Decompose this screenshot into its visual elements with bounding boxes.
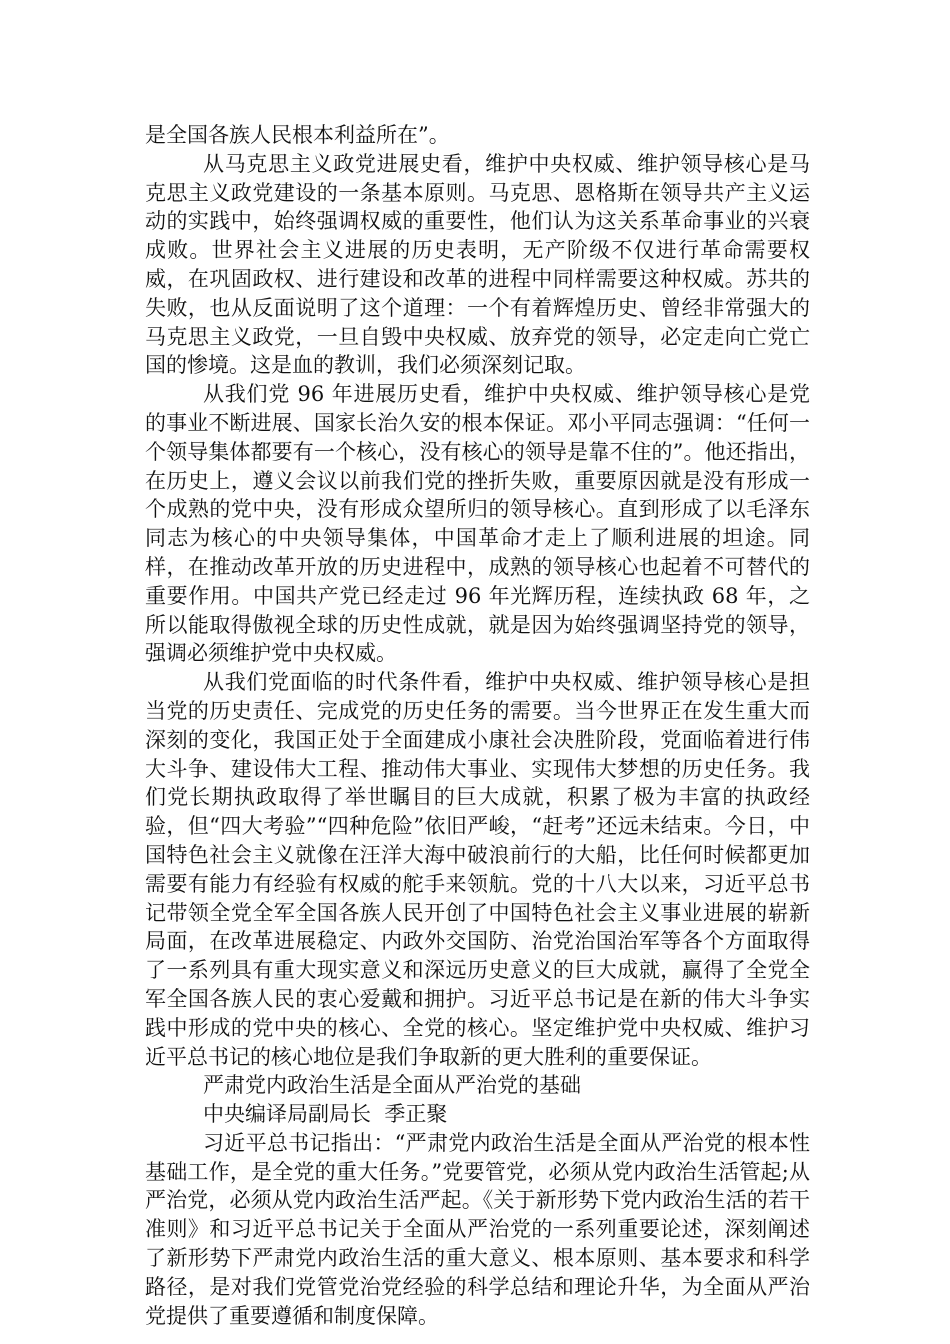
paragraph-marxist-history: 从马克思主义政党进展史看，维护中央权威、维护领导核心是马克思主义政党建设的一条基本原则。马克思、恩格斯在领导共产主义运动的实践中，始终强调权威的重要性，他们认为这关系革命事业的兴衰成败。世界社会主义进展的历史表明，无产阶级不仅进行革命需要权威，在巩固政权、进行建设和改革的进程中同样需要这种权威。苏共的失败，也从反面说明了这个道理：一个有着辉煌历史、曾经非常强大的马克思主义政党，一旦自毁中央权威、放弃党的领导，必定走向亡党亡国的惨境。这是血的教训，我们必须深刻记取。 (145, 151, 810, 378)
paragraph-party-history: 从我们党 96 年进展历史看，维护中央权威、维护领导核心是党的事业不断进展、国家长治久安的根本保证。邓小平同志强调：“任何一个领导集体都要有一个核心，没有核心的领导是靠不住的”。他还指出，在历史上，遵义会议以前我们党的挫折失败，重要原因就是没有形成一个成熟的党中央，没有形成众望所归的领导核心。直到形成了以毛泽东同志为核心的中央领导集体，中国革命才走上了顺利进展的坦途。同样，在推动改革开放的历史进程中，成熟的领导核心也起着不可替代的重要作用。中国共产党已经走过 96 年光辉历程，连续执政 68 年，之所以能取得傲视全球的历史性成就，就是因为始终强调坚持党的领导，强调必须维护党中央权威。 (145, 382, 810, 666)
paragraph-continuation: 是全国各族人民根本利益所在”。 (145, 123, 450, 147)
paragraph-era-conditions: 从我们党面临的时代条件看，维护中央权威、维护领导核心是担当党的历史责任、完成党的历史任务的需要。当今世界正在发生重大而深刻的变化，我国正处于全面建成小康社会决胜阶段，党面临着进行伟大斗争、建设伟大工程、推动伟大事业、实现伟大梦想的历史任务。我们党长期执政取得了举世瞩目的巨大成就，积累了极为丰富的执政经验，但“四大考验”“四种危险”依旧严峻，“赶考”还远未结束。今日，中国特色社会主义就像在汪洋大海中破浪前行的大船，比任何时候都更加需要有能力有经验有权威的舵手来领航。党的十八大以来，习近平总书记带领全党全军全国各族人民开创了中国特色社会主义事业进展的崭新局面，在改革进展稳定、内政外交国防、治党治国治军等各个方面取得了一系列具有重大现实意义和深远历史意义的巨大成就，赢得了全党全军全国各族人民的衷心爱戴和拥护。习近平总书记是在新的伟大斗争实践中形成的党中央的核心、全党的核心。坚定维护党中央权威、维护习近平总书记的核心地位是我们争取新的更大胜利的重要保证。 (145, 670, 810, 1069)
section-title: 严肃党内政治生活是全面从严治党的基础 (203, 1073, 581, 1098)
paragraph-closing: 习近平总书记指出：“严肃党内政治生活是全面从严治党的根本性基础工作，是全党的重大任务。”党要管党，必须从党内政治生活管起;从严治党，必须从党内政治生活严起。《关于新形势下党内政治生活的若干准则》和习近平总书记关于全面从严治党的一系列重要论述，深刻阐述了新形势下严肃党内政治生活的重大意义、根本原则、基本要求和科学路径，是对我们党管党治党经验的科学总结和理论升华，为全面从严治党提供了重要遵循和制度保障。 (145, 1130, 810, 1328)
document-page (145, 121, 810, 1330)
author-line: 中央编译局副局长 季正聚 (203, 1102, 448, 1127)
